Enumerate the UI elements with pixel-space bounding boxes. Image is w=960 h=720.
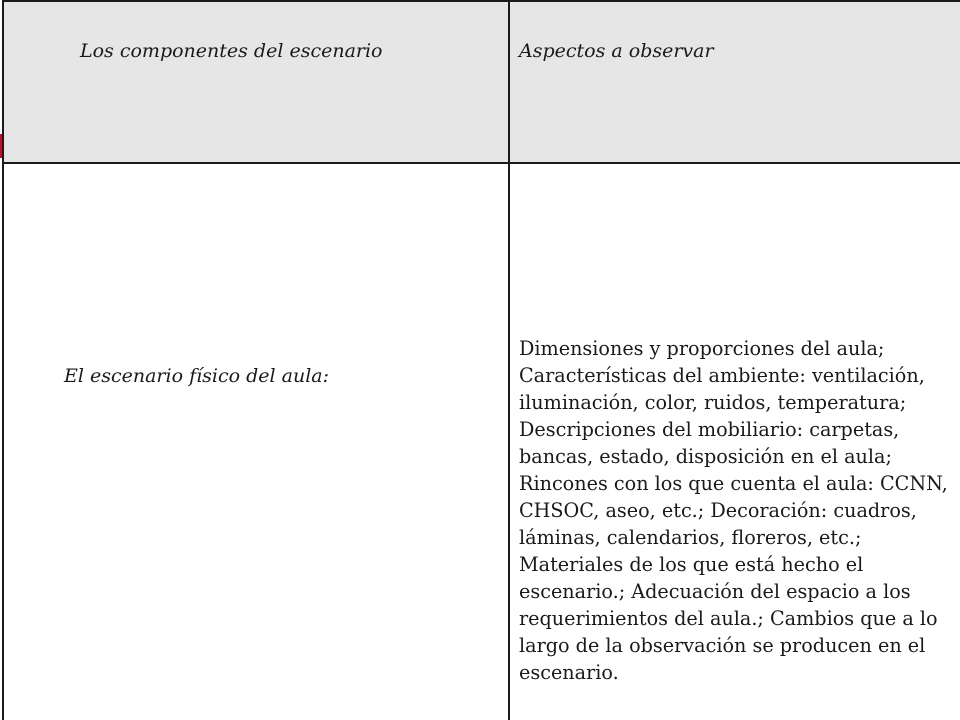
row-cell-component bbox=[3, 163, 509, 720]
table-header-row bbox=[3, 1, 960, 163]
row-cell-aspects bbox=[509, 163, 960, 720]
header-aspects-label: Aspectos a observar bbox=[519, 40, 714, 62]
header-cell-components bbox=[3, 1, 509, 163]
header-cell-aspects bbox=[509, 1, 960, 163]
component-physical-scenario: El escenario físico del aula: bbox=[64, 365, 330, 387]
observation-table bbox=[2, 0, 960, 720]
table-row bbox=[3, 163, 960, 720]
header-components-label: Los componentes del escenario bbox=[80, 40, 383, 62]
aspects-description: Dimensiones y proporciones del aula; Características del ambiente: ventilación, iluminación, color, ruidos, temperatura; Descripciones del mobiliario: carpetas, bancas, estado, disposición en el aula; Rincones con los que cuenta el aula: CCNN, CHSOC, aseo, etc.; Decoración: cuadros, láminas, calendarios, floreros, etc.; Materiales de los que está hecho el escenario.; Adecuación del espacio a los requerimientos del aula.; Cambios que a lo largo de la observación se producen en el escenario. bbox=[519, 337, 948, 684]
